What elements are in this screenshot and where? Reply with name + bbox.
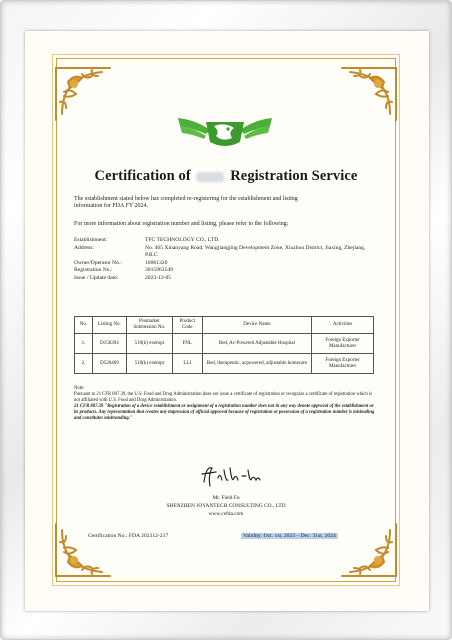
table-cell: D158394	[92, 334, 126, 354]
corner-ornament-icon	[338, 520, 400, 582]
info-row	[74, 237, 374, 245]
table-row	[75, 334, 374, 354]
table-header: No.	[75, 317, 93, 334]
establishment-info	[74, 237, 374, 283]
title-suffix: Registration Service	[230, 168, 358, 184]
table-cell: Bed, Ac-Powered Adjustable Hospital	[202, 334, 311, 354]
info-row	[74, 275, 374, 283]
eagle-wings-logo-icon	[176, 112, 274, 150]
table-header: Premarket Submission No.	[126, 317, 172, 334]
note-text: Pursuant to 21 CFR 807.39, the U.S. Food and Drug Administration does not issue a certificate of registration or recognize a certificate of registration which is not affiliated with U.S. Food and Drug Administration.	[74, 392, 372, 403]
table-cell: LLI	[172, 354, 202, 374]
info-label: Issue / Update date:	[74, 274, 119, 281]
certification-number: Certification No.: FDA 202312-217	[88, 533, 169, 539]
listing-table	[74, 316, 374, 374]
table-cell: Bed, therapeutic, acpowered, adjustable homecare	[202, 354, 311, 374]
note-section	[74, 386, 378, 422]
table-cell: 1.	[75, 334, 93, 354]
table-header: Device Name	[202, 317, 311, 334]
corner-ornament-icon	[338, 62, 400, 124]
redacted-mark	[196, 172, 224, 182]
table-header: Listing No.	[92, 317, 126, 334]
info-value: TFC TECHNOLOGY CO., LTD.	[145, 237, 220, 243]
table-cell: D520469	[92, 354, 126, 374]
info-row	[74, 245, 374, 260]
table-cell: 2.	[75, 354, 93, 374]
info-value: 10061320	[145, 259, 168, 266]
note-label: Note:	[74, 386, 85, 391]
certificate-title	[0, 168, 452, 185]
intro-line: The establishment stated below has completed re-registering for the establishment and listing	[74, 196, 298, 202]
info-label: Registration No.:	[74, 267, 113, 274]
table-header: Activities	[312, 317, 374, 334]
note-citation: 21 CFR 807.39 "Registration of a device establishment or assignment of a registration number does not in any way denote approval of the establishment or its products. Any representation that creates any impression of official approval because of registration or possession of a registration number is misleading and constitutes misbranding."	[74, 404, 375, 421]
company-website: www.cefda.com	[208, 511, 244, 517]
table-header: Product Code	[172, 317, 202, 334]
signer-name: Mr. Field Fu	[212, 495, 240, 501]
table-row	[75, 354, 374, 374]
table-cell: FNL	[172, 334, 202, 354]
corner-ornament-icon	[52, 62, 114, 124]
table-cell: Foreign Exporter Manufacturer	[312, 354, 374, 374]
table-cell: 510(k) exempt	[126, 354, 172, 374]
info-value: No. 465 Xinanyang Road, Wangjiangjing Development Zone, Xiuzhou District, Jiaxing, Zhejiang, P.R.C	[145, 244, 366, 259]
info-value: 2023-12-05	[145, 274, 172, 281]
info-label: Address:	[74, 244, 94, 251]
table-cell: Foreign Exporter Manufacturer	[312, 334, 374, 354]
intro-paragraph	[74, 196, 374, 211]
title-prefix: Certification of	[94, 168, 191, 184]
info-value: 3015963549	[145, 267, 173, 274]
corner-ornament-icon	[52, 520, 114, 582]
table-cell: 510(k) exempt	[126, 334, 172, 354]
info-label: Establishment:	[74, 237, 108, 243]
more-info-text: For more information about registration number and listing, please refer to the following:	[74, 221, 289, 227]
info-row	[74, 267, 374, 275]
handwritten-signature-icon	[196, 462, 266, 490]
validity-period: Validity: Oct. 1st, 2023 – Dec. 31st, 2024	[243, 533, 336, 539]
company-name: SHENZHEN JOYANTECH CONSULTING CO., LTD	[166, 503, 286, 509]
table-header-row	[75, 317, 374, 334]
info-row	[74, 260, 374, 268]
intro-line: information for FDA FY 2024.	[74, 203, 148, 210]
info-label: Owner/Operator No.:	[74, 259, 122, 266]
